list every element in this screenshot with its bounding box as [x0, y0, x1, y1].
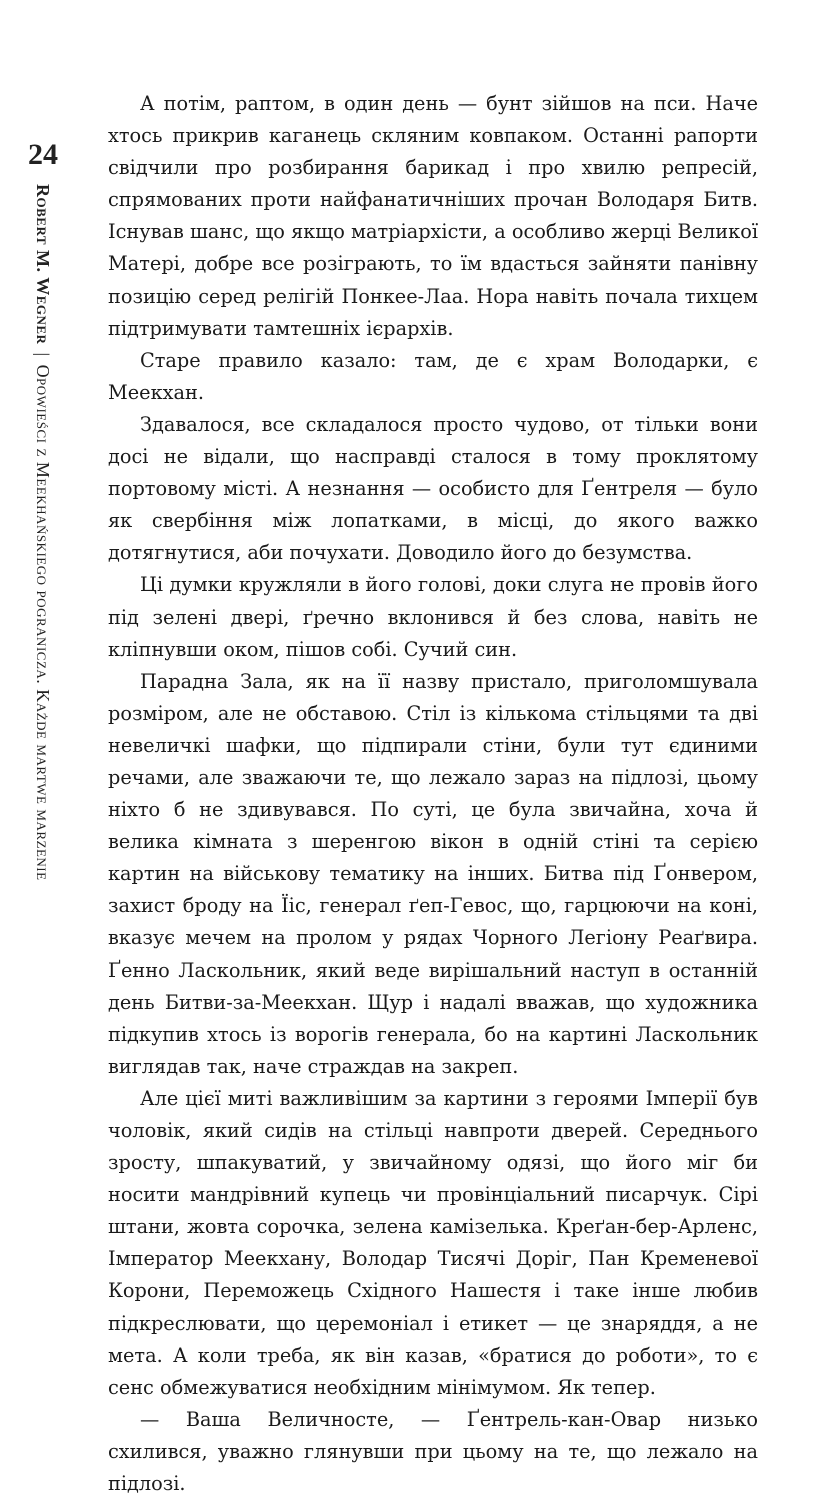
running-header-separator: |: [33, 352, 53, 357]
running-header-book-title: Opowieści z Meekhańskiego pogranicza. Każde martwe marzenie: [33, 364, 53, 881]
running-header: [34, 184, 52, 881]
paragraph: Парадна Зала, як на її назву пристало, приголомшувала розміром, але не обставою. Стіл із кількома стільцями та дві невеличкі шафки, що підпирали стіни, були тут єдиними речами, але зважаючи те, що лежало зараз на підлозі, цьому ніхто б не здивувався. По суті, це була звичайна, хоча й велика кімната з шеренгою вікон в одній стіні та серією картин на військову тематику на інших. Битва під Ґонвером, захист броду на Їіс, генерал ґеп-Гевос, що, гарцюючи на коні, вказує мечем на пролом у рядах Чорного Легіону Реаґвира. Ґенно Ласкольник, який веде вирішальний наступ в останній день Битви-за-Меекхан. Щур і надалі вважав, що художника підкупив хтось із ворогів генерала, бо на картині Ласкольник виглядав так, наче страждав на закреп.: [108, 669, 758, 1078]
paragraph: Здавалося, все складалося просто чудово, от тільки вони досі не відали, що насправді сталося в тому проклятому портовому місті. А незнання — особисто для Ґентреля — було як свербіння між лопатками, в місці, до якого важко дотягнутися, аби почухати. Доводило його до безумства.: [108, 412, 758, 565]
paragraph: Ці думки кружляли в його голові, доки слуга не провів його під зелені двері, ґречно вклонився й без слова, навіть не кліпнувши оком, пішов собі. Сучий син.: [108, 573, 758, 661]
paragraph: А потім, раптом, в один день — бунт зійшов на пси. Наче хтось прикрив каганець скляним ковпаком. Останні рапорти свідчили про розбирання барикад і про хвилю репресій, спрямованих проти найфанатичніших прочан Володаря Битв. Існував шанс, що якщо матріархісти, а особливо жерці Великої Матері, добре все розіграють, то їм вдасться зайняти панівну позицію серед релігій Понкее-Лаа. Нора навіть почала тихцем підтримувати тамтешніх ієрархів.: [108, 92, 758, 340]
paragraph: — Ваша Величносте, — Ґентрель-кан-Овар низько схилився, уважно глянувши при цьому на те, що лежало на підлозі.: [108, 1407, 758, 1496]
paragraph: Старе правило казало: там, де є храм Володарки, є Меекхан.: [108, 348, 758, 404]
running-header-author: Robert M. Wegner: [33, 184, 53, 345]
page-number: 24: [28, 138, 58, 171]
body-text: [108, 88, 758, 1500]
paragraph: Але цієї миті важливішим за картини з героями Імперії був чоловік, який сидів на стільці навпроти дверей. Середнього зросту, шпакуватий, у звичайному одязі, що його міг би носити мандрівний купець чи провінціальний писарчук. Сірі штани, жовта сорочка, зелена камізелька. Креґан-бер-Арленс, Імператор Меекхану, Володар Тисячі Доріг, Пан Кременевої Корони, Переможець Східного Нашестя і таке інше любив підкреслювати, що церемоніал і етикет — це знаряддя, а не мета. А коли треба, як він казав, «братися до роботи», то є сенс обмежуватися необхідним мінімумом. Як тепер.: [108, 1086, 758, 1399]
